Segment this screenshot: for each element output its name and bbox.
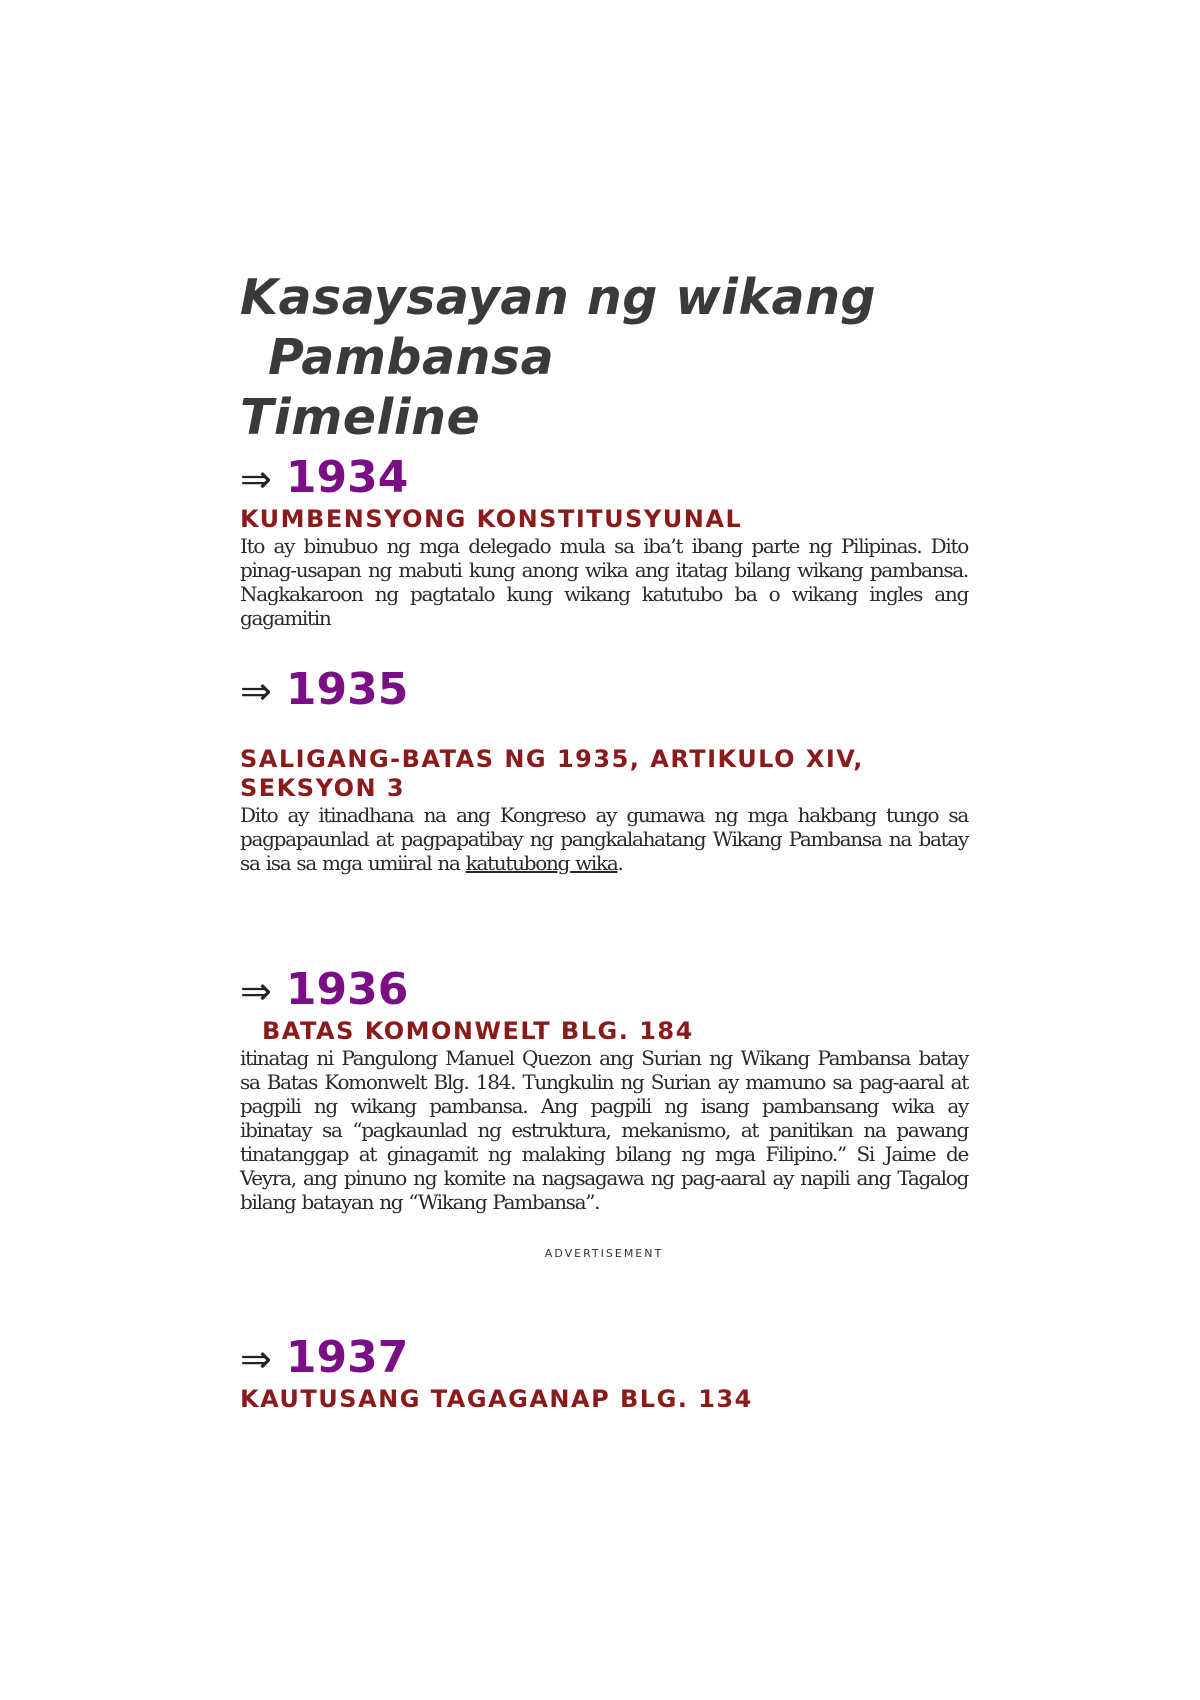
- timeline-entry-1937: [240, 1332, 968, 1414]
- year-heading-1936: [240, 964, 968, 1017]
- entry-body: Ito ay binubuo ng mga delegado mula sa iba’t ibang parte ng Pilipinas. Dito pinag-usapan ng mabuti kung anong wika ang itatag bilang wikang pambansa. Nagkakaroon ng pagtatalo kung wikang katutubo ba o wikang ingles ang gagamitin: [240, 534, 968, 630]
- body-text-start: Dito ay itinadhana na ang Kongreso ay gumawa ng mga hakbang tungo sa pagpapaunlad at pagpapatibay ng pangkalahatang Wikang Pambansa na batay sa isa sa mga umiiral na: [240, 803, 968, 875]
- year-heading-1937: [240, 1332, 968, 1385]
- document-title: [240, 268, 968, 448]
- section-heading: SALIGANG-BATAS NG 1935, ARTIKULO XIV, SEKSYON 3: [240, 745, 864, 802]
- title-line-2: Pambansa: [268, 329, 555, 386]
- entry-body: [240, 803, 968, 875]
- document-title-block: [240, 268, 968, 448]
- timeline-entry-1934: [240, 452, 968, 630]
- katutubong-wika-link[interactable]: katutubong wika: [465, 851, 618, 875]
- arrow-icon: ⇒: [240, 669, 272, 713]
- section-heading: KUMBENSYONG KONSTITUSYUNAL: [240, 505, 743, 533]
- entry-body: itinatag ni Pangulong Manuel Quezon ang Surian ng Wikang Pambansa batay sa Batas Komonwelt Blg. 184. Tungkulin ng Surian ay mamuno sa pag-aaral at pagpili ng wikang pambansa. Ang pagpili ng isang pambansang wika ay ibinatay sa “pagkaunlad ng estruktura, mekanismo, at panitikan na pawang tinatanggap at ginagamit ng malaking bilang ng mga Filipino.” Si Jaime de Veyra, ang pinuno ng komite na nagsagawa ng pag-aaral ay napili ang Tagalog bilang batayan ng “Wikang Pambansa”.: [240, 1046, 968, 1214]
- advertisement-label: ADVERTISEMENT: [544, 1247, 664, 1260]
- body-text-end: .: [617, 851, 623, 875]
- arrow-icon: ⇒: [240, 1337, 272, 1381]
- title-line-3: Timeline: [240, 389, 481, 446]
- timeline-entry-1936: [240, 964, 968, 1214]
- year-label: 1936: [285, 964, 409, 1015]
- year-label: 1935: [285, 664, 409, 715]
- year-label: 1937: [285, 1332, 409, 1383]
- year-label: 1934: [285, 452, 409, 503]
- section-heading: BATAS KOMONWELT BLG. 184: [262, 1017, 694, 1045]
- year-heading-1935: [240, 664, 968, 717]
- year-heading-1934: [240, 452, 968, 505]
- section-heading: KAUTUSANG TAGAGANAP BLG. 134: [240, 1385, 753, 1413]
- arrow-icon: ⇒: [240, 457, 272, 501]
- title-line-1: Kasaysayan ng wikang: [240, 269, 877, 326]
- arrow-icon: ⇒: [240, 969, 272, 1013]
- timeline-entry-1935: [240, 664, 968, 875]
